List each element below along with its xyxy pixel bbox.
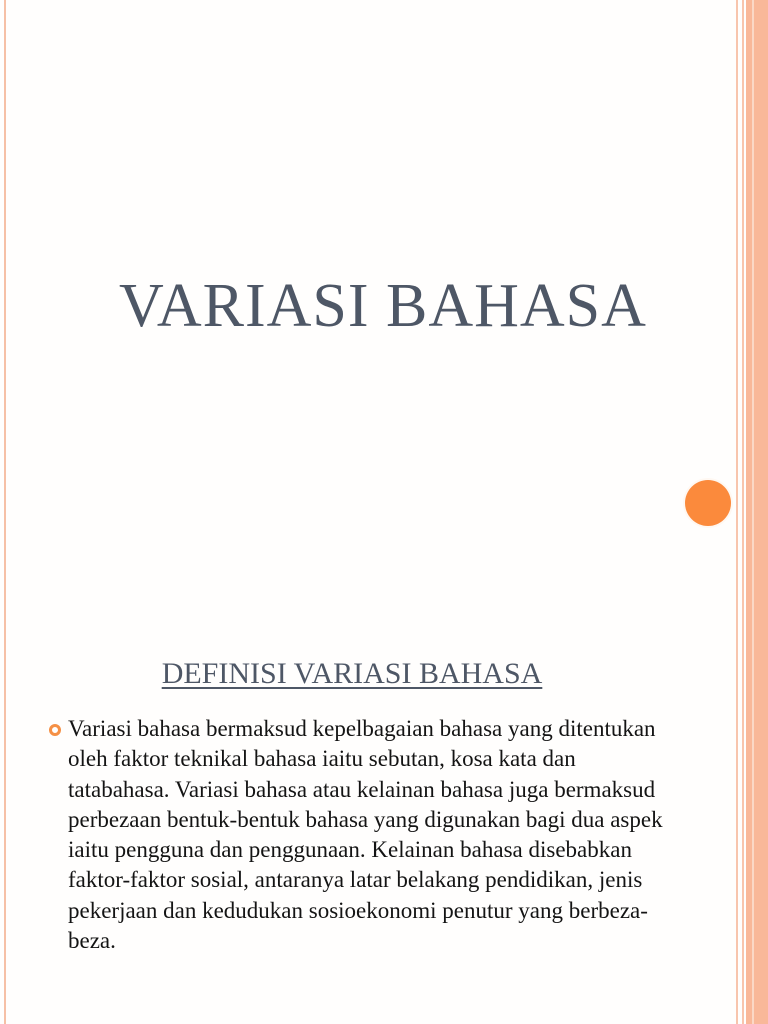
right-border-stripe [736, 0, 738, 628]
slide-heading: DEFINISI VARIASI BAHASA [161, 657, 543, 690]
content-slide [0, 628, 768, 1024]
list-item [48, 714, 664, 956]
right-border-band [746, 628, 768, 1024]
right-border-stripe [752, 628, 754, 1024]
ring-bullet-icon [49, 724, 61, 736]
right-border-stripe [736, 628, 738, 1024]
left-border-line [4, 628, 6, 1024]
right-border-stripe [742, 0, 744, 628]
right-border-stripe [752, 0, 754, 628]
slide-title: VARIASI BAHASA [119, 272, 647, 340]
right-border-band [746, 0, 768, 628]
bullet-text: Variasi bahasa bermaksud kepelbagaian bahasa yang ditentukan oleh faktor teknikal bahasa iaitu sebutan, kosa kata dan tatabahasa. Variasi bahasa atau kelainan bahasa juga bermaksud perbezaan bentuk-bentuk bahasa yang digunakan bagi dua aspek iaitu pengguna dan penggunaan. Kelainan bahasa disebabkan faktor-faktor sosial, antaranya latar belakang pendidikan, jenis pekerjaan dan kedudukan sosioekonomi penutur yang berbeza-beza. [68, 716, 663, 954]
bullet-list [48, 714, 664, 956]
left-border-line [4, 0, 6, 628]
right-border-stripe [742, 628, 744, 1024]
orange-circle-decoration [685, 480, 731, 526]
